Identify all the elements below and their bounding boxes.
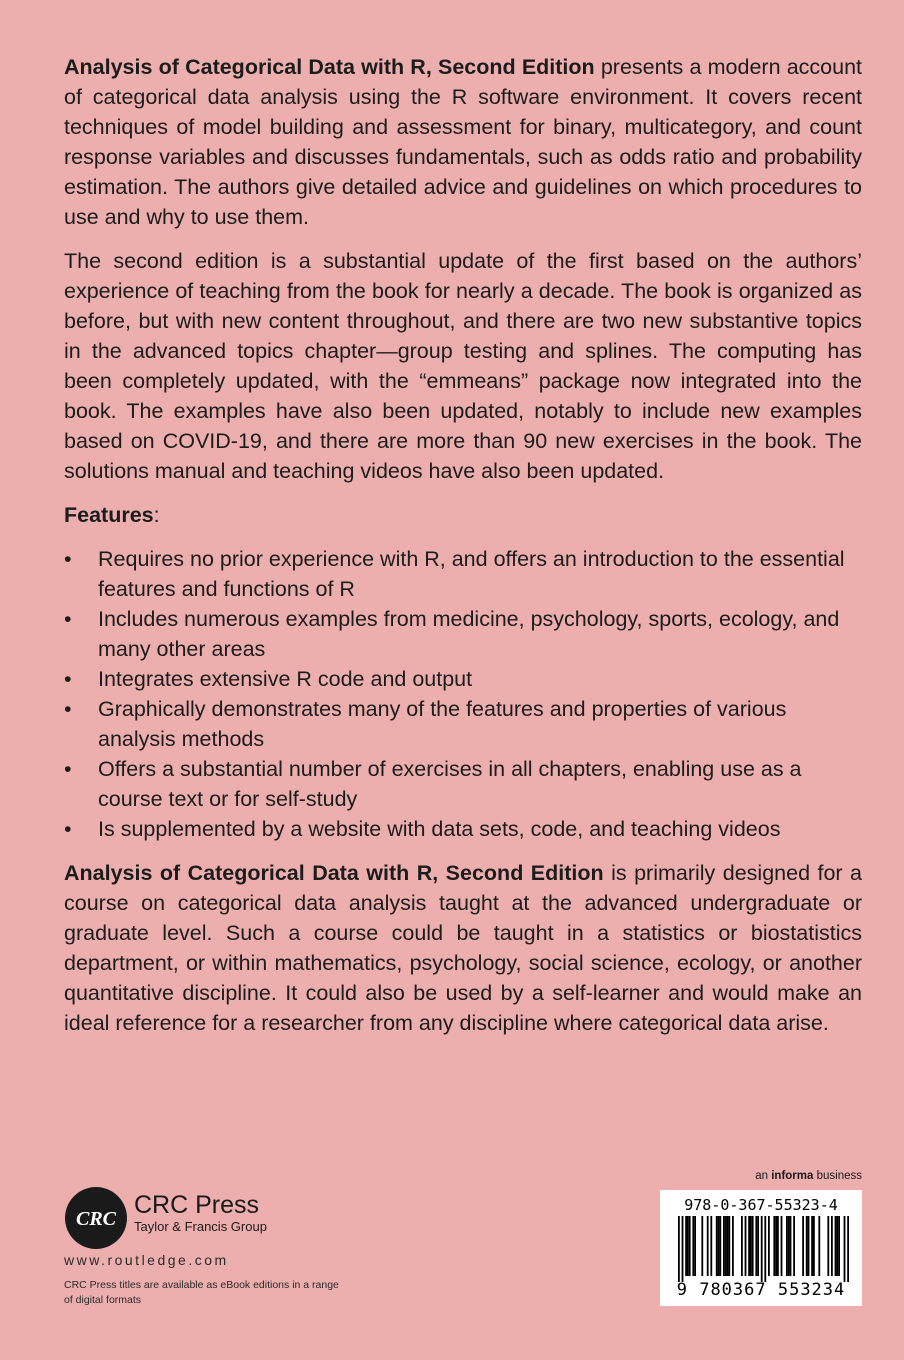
informa-business-label: an informa business <box>755 1170 862 1182</box>
barcode-bar <box>764 1216 766 1282</box>
description-text: presents a modern account of categorical data analysis using the R software environment. It covers recent techniques of model building and assessment for binary, multicategory, and count response variables and discusses fundamentals, such as odds ratio and probability estimation. The authors give detailed advice and guidelines on which procedures to use and why to use them. <box>64 55 863 229</box>
barcode-bar <box>813 1216 815 1276</box>
barcode-bar <box>718 1216 720 1276</box>
description-paragraph-1 <box>64 52 862 232</box>
barcode-bar <box>757 1216 759 1276</box>
description-paragraph-2 <box>64 246 862 486</box>
second-edition-text: The second edition is a substantial update of the first based on the authors’ experience of teaching from the book for nearly a decade. The book is organized as before, but with new content throughout, and there are two new substantive topics in the advanced topics chapter—group testing and splines. The computing has been completely updated, with the “emmeans” package now integrated into the book. The examples have also been updated, notably to include new examples based on COVID-19, and there are more than 90 new exercises in the book. The solutions manual and teaching videos have also been updated. <box>64 249 862 483</box>
barcode-bar <box>727 1216 729 1276</box>
barcode-bar <box>752 1216 754 1276</box>
isbn-number: 978-0-367-55323-4 <box>684 1196 838 1214</box>
bullet-icon: • <box>64 547 72 571</box>
barcode-bar <box>835 1216 837 1276</box>
features-heading: Features: <box>64 503 160 527</box>
feature-item: • Integrates extensive R code and output <box>64 664 862 694</box>
feature-item: • Includes numerous examples from medicine, psychology, sports, ecology, and many other areas <box>64 604 862 664</box>
back-cover-text <box>64 52 862 1052</box>
barcode-bar <box>836 1216 838 1276</box>
barcode-bar <box>732 1216 734 1276</box>
ean-number: 9 780367 553234 <box>676 1280 846 1300</box>
bullet-icon: • <box>64 757 72 781</box>
barcode-bar <box>827 1216 829 1276</box>
description-paragraph-3 <box>64 858 862 1038</box>
bullet-icon: • <box>64 667 72 691</box>
barcode-bar <box>678 1216 680 1282</box>
barcode-bar <box>728 1216 730 1276</box>
barcode-bar <box>773 1216 775 1276</box>
barcode-bar <box>768 1216 770 1276</box>
barcode-bar <box>694 1216 696 1276</box>
barcode-bar <box>723 1216 725 1276</box>
bullet-icon: • <box>64 607 72 631</box>
feature-item: • Graphically demonstrates many of the features and properties of various analysis methods <box>64 694 862 754</box>
feature-item: • Is supplemented by a website with data sets, code, and teaching videos <box>64 814 862 844</box>
barcode-bar <box>808 1216 810 1276</box>
website-url: www.routledge.com <box>64 1252 229 1268</box>
barcode-bar <box>761 1216 763 1282</box>
barcode-bar <box>745 1216 747 1276</box>
book-title-bold: Analysis of Categorical Data with R, Second Edition <box>64 55 595 79</box>
barcode-bar <box>786 1216 788 1276</box>
crc-logo-text: CRC <box>75 1208 117 1230</box>
feature-item: • Requires no prior experience with R, and offers an introduction to the essential features and functions of R <box>64 544 862 604</box>
barcode-bar <box>777 1216 779 1276</box>
barcode-bar <box>802 1216 804 1276</box>
barcode-bar <box>725 1216 727 1276</box>
barcode-bar <box>811 1216 813 1276</box>
barcode-bar <box>707 1216 709 1276</box>
book-title-bold: Analysis of Categorical Data with R, Second Edition <box>64 861 604 885</box>
publisher-name: CRC Press <box>134 1191 260 1219</box>
barcode-bar <box>847 1216 849 1282</box>
audience-text: is primarily designed for a course on categorical data analysis taught at the advanced undergraduate or graduate level. Such a course could be taught in a statistics or biostatistics department, or within mathematics, psychology, social science, ecology, or another quantitative discipline. It could also be used by a self-learner and would make an ideal reference for a researcher from any discipline where categorical data arise. <box>64 861 863 1035</box>
barcode-bar <box>719 1216 721 1276</box>
barcode-bar <box>838 1216 840 1276</box>
barcode-bar <box>687 1216 689 1276</box>
barcode-bar <box>685 1216 687 1276</box>
crc-press-name-block <box>134 1191 267 1235</box>
barcode-bar <box>692 1216 694 1276</box>
features-list <box>64 544 862 844</box>
publisher-group: Taylor & Francis Group <box>134 1219 267 1234</box>
isbn-barcode <box>660 1190 862 1306</box>
barcode-bar <box>844 1216 846 1282</box>
feature-item: • Offers a substantial number of exercises in all chapters, enabling use as a course text or for self-study <box>64 754 862 814</box>
barcode-bar <box>701 1216 703 1276</box>
barcode-bars <box>660 1216 862 1282</box>
bullet-icon: • <box>64 697 72 721</box>
barcode-bar <box>790 1216 792 1276</box>
barcode-bar <box>781 1216 783 1276</box>
barcode-bar <box>788 1216 790 1276</box>
barcode-bar <box>710 1216 712 1276</box>
barcode-bar <box>750 1216 752 1276</box>
barcode-bar <box>818 1216 820 1276</box>
barcode-bar <box>748 1216 750 1276</box>
barcode-bar <box>806 1216 808 1276</box>
barcode-bar <box>689 1216 691 1276</box>
ebook-note: CRC Press titles are available as eBook editions in a range of digital formats <box>64 1279 339 1306</box>
crc-logo-icon <box>64 1186 128 1250</box>
barcode-bar <box>716 1216 718 1276</box>
barcode-bar <box>831 1216 833 1276</box>
barcode-bar <box>793 1216 795 1276</box>
bullet-icon: • <box>64 817 72 841</box>
barcode-bar <box>682 1216 684 1282</box>
barcode-bar <box>741 1216 743 1276</box>
barcode-bar <box>775 1216 777 1276</box>
barcode-bar <box>755 1216 757 1276</box>
